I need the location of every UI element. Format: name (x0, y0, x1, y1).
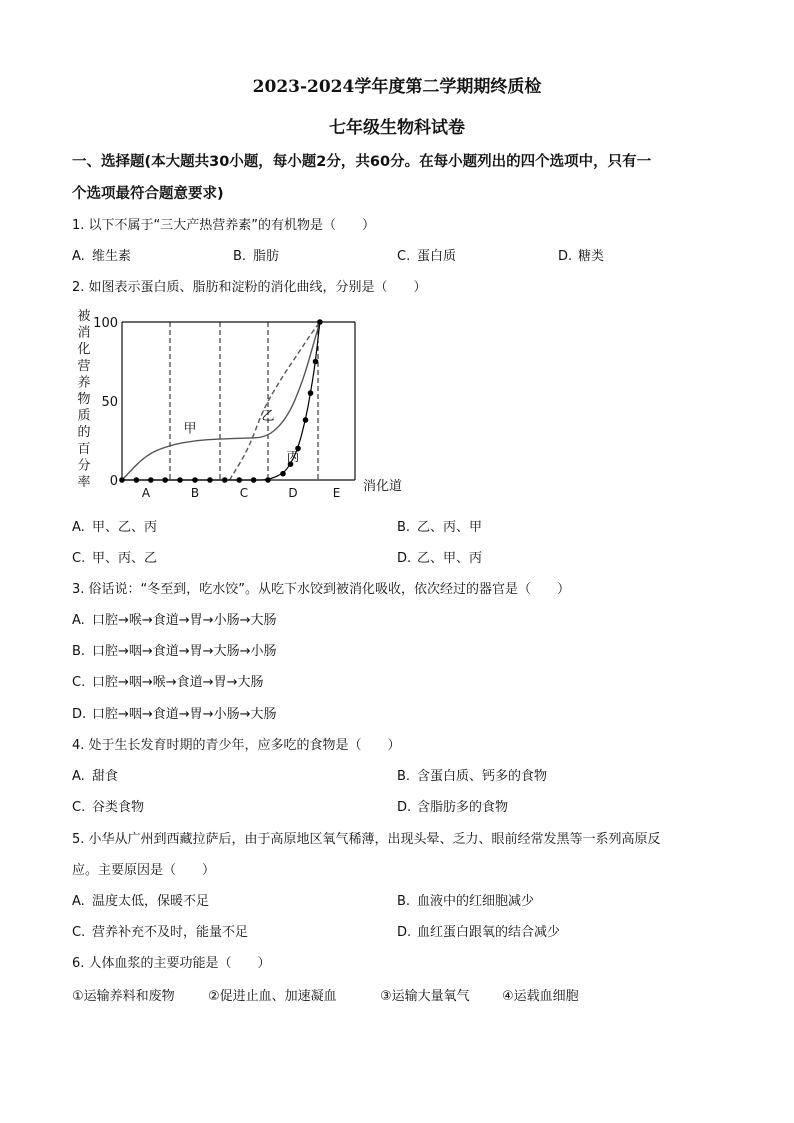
series-point (207, 477, 213, 483)
x-region-label: B (190, 486, 200, 500)
question-5-stem-line2: 应。主要原因是（ ） (72, 863, 216, 878)
q6-item-2: ②促进止血、加速凝血 (208, 989, 337, 1004)
y-axis-label-char: 营 (77, 358, 91, 374)
series-point (236, 477, 242, 483)
q4-option-b: B. 含蛋白质、钙多的食物 (397, 769, 548, 784)
y-tick-label: 0 (109, 474, 118, 489)
series-name-label: 丙 (286, 450, 300, 466)
y-axis-label-char: 养 (77, 375, 91, 391)
question-6-stem: 6. 人体血浆的主要功能是（ ） (72, 956, 271, 971)
series-name-label: 甲 (183, 421, 197, 437)
question-3-stem: 3. 俗话说：“冬至到，吃水饺”。从吃下水饺到被消化吸收，依次经过的器官是（ ） (72, 582, 571, 597)
q2-option-c: C. 甲、丙、乙 (72, 551, 158, 566)
q4-option-d: D. 含脂肪多的食物 (397, 800, 509, 815)
series-point (192, 477, 198, 483)
series-point (251, 477, 257, 483)
q6-item-1: ①运输养料和废物 (72, 989, 175, 1004)
series-name-label: 乙 (261, 408, 275, 424)
series-point (308, 390, 314, 396)
series-point (222, 477, 228, 483)
q2-option-b: B. 乙、丙、甲 (397, 520, 483, 535)
q2-option-a: A. 甲、乙、丙 (72, 520, 158, 535)
q3-option-c: C. 口腔→咽→喉→食道→胃→大肠 (72, 675, 264, 690)
y-axis-label-char: 消 (77, 325, 91, 341)
q3-option-d: D. 口腔→咽→食道→胃→小肠→大肠 (72, 707, 277, 722)
q5-option-b: B. 血液中的红细胞减少 (397, 894, 535, 909)
y-axis-label (77, 308, 90, 490)
series-point (162, 477, 168, 483)
question-2-stem: 2. 如图表示蛋白质、脂肪和淀粉的消化曲线，分别是（ ） (72, 280, 427, 295)
y-axis-label-char: 物 (77, 392, 91, 407)
y-tick-label: 50 (101, 395, 118, 410)
q5-option-c: C. 营养补充不及时，能量不足 (72, 925, 249, 940)
q1-option-d: D. 糖类 (558, 249, 605, 264)
question-4-stem: 4. 处于生长发育时期的青少年，应多吃的食物是（ ） (72, 738, 401, 753)
y-axis-label-char: 质 (77, 408, 91, 424)
series-point (303, 417, 309, 423)
q1-option-b: B. 脂肪 (233, 249, 280, 264)
x-region-label: C (239, 486, 249, 500)
y-axis-label-char: 被 (77, 309, 91, 324)
q1-option-a: A. 维生素 (72, 249, 132, 264)
series-point (177, 477, 183, 483)
q6-item-3: ③运输大量氧气 (380, 989, 470, 1004)
q4-option-c: C. 谷类食物 (72, 800, 145, 815)
q5-option-d: D. 血红蛋白跟氧的结合减少 (397, 925, 561, 940)
y-axis-label-char: 百 (77, 441, 91, 457)
series-point (148, 477, 154, 483)
y-axis-label-char: 分 (77, 458, 91, 474)
question-1-stem: 1. 以下不属于“三大产热营养素”的有机物是（ ） (72, 218, 376, 233)
series-point (265, 477, 271, 483)
x-region-label: A (141, 486, 151, 500)
series-point (280, 471, 286, 477)
x-region-label: E (332, 486, 341, 500)
q1-option-c: C. 蛋白质 (397, 249, 457, 264)
exam-title: 2023-2024学年度第二学期期终质检 (252, 77, 542, 97)
section-heading-line2: 个选项最符合题意要求) (72, 186, 224, 202)
series-point (317, 319, 323, 325)
q3-option-a: A. 口腔→喉→食道→胃→小肠→大肠 (72, 613, 277, 628)
question-5-stem-line1: 5. 小华从广州到西藏拉萨后，由于高原地区氧气稀薄，出现头晕、乏力、眼前经常发黑等一系列高原反 (72, 832, 661, 847)
q5-option-a: A. 温度太低，保暖不足 (72, 894, 210, 909)
q3-option-b: B. 口腔→咽→食道→胃→大肠→小肠 (72, 644, 277, 659)
x-axis-label: 消化道 (363, 479, 403, 494)
digestion-curve-chart (70, 300, 420, 505)
y-axis-label-char: 率 (77, 475, 91, 490)
series-line-1 (230, 322, 320, 480)
series-point (134, 477, 140, 483)
x-region-label: D (288, 486, 298, 500)
series-point (119, 477, 125, 483)
y-axis-label-char: 化 (77, 342, 91, 358)
series-point (313, 359, 319, 365)
q6-item-4: ④运载血细胞 (502, 989, 579, 1004)
exam-subtitle: 七年级生物科试卷 (329, 118, 465, 138)
y-tick-label: 100 (93, 316, 118, 331)
q2-option-d: D. 乙、甲、丙 (397, 551, 483, 566)
y-axis-label-char: 的 (77, 425, 91, 441)
section-heading-line1: 一、选择题(本大题共30小题，每小题2分，共60分。在每小题列出的四个选项中，只有一 (72, 154, 652, 170)
q4-option-a: A. 甜食 (72, 769, 119, 784)
